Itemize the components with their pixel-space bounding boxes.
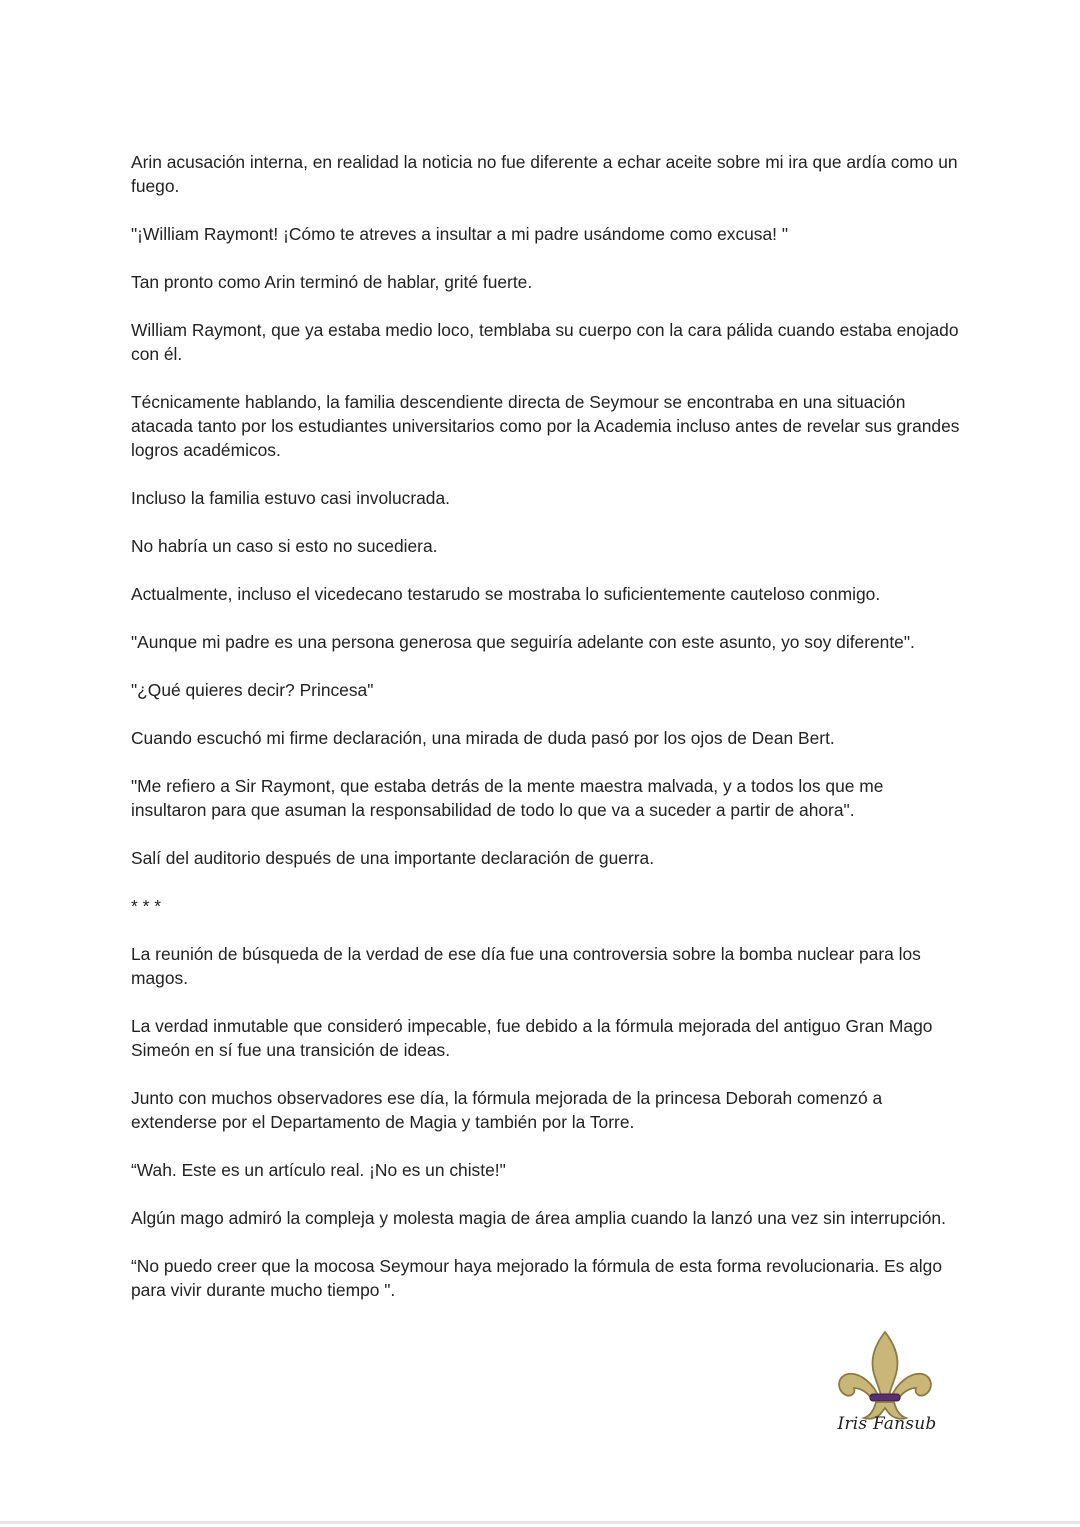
paragraph: "Me refiero a Sir Raymont, que estaba detrás de la mente maestra malvada, y a todos los que me insultaron para que asuman la responsabilidad de todo lo que va a suceder a partir de ahora". xyxy=(131,776,884,820)
document-text xyxy=(131,150,961,1326)
paragraph: La reunión de búsqueda de la verdad de ese día fue una controversia sobre la bomba nuclear para los magos. xyxy=(131,944,921,988)
watermark-caption: Iris Fansub xyxy=(837,1414,937,1434)
paragraph: La verdad inmutable que consideró impecable, fue debido a la fórmula mejorada del antiguo Gran Mago Simeón en sí fue una transición de ideas. xyxy=(131,1016,933,1060)
paragraph: Cuando escuchó mi firme declaración, una mirada de duda pasó por los ojos de Dean Bert. xyxy=(131,728,835,748)
paragraph: Junto con muchos observadores ese día, la fórmula mejorada de la princesa Deborah comenzó a extenderse por el Departamento de Magia y también por la Torre. xyxy=(131,1088,883,1132)
paragraph: "Aunque mi padre es una persona generosa que seguiría adelante con este asunto, yo soy diferente". xyxy=(131,632,915,652)
paragraph: Técnicamente hablando, la familia descendiente directa de Seymour se encontraba en una situación atacada tanto por los estudiantes universitarios como por la Academia incluso antes de revelar sus grandes logros académicos. xyxy=(131,392,960,460)
paragraph: No habría un caso si esto no sucediera. xyxy=(131,536,438,556)
paragraph: "¿Qué quieres decir? Princesa" xyxy=(131,680,374,700)
paragraph: Salí del auditorio después de una importante declaración de guerra. xyxy=(131,848,655,868)
paragraph: Arin acusación interna, en realidad la noticia no fue diferente a echar aceite sobre mi ira que ardía como un fuego. xyxy=(131,152,958,196)
page-bottom-border xyxy=(0,1521,1080,1524)
paragraph: Algún mago admiró la compleja y molesta magia de área amplia cuando la lanzó una vez sin interrupción. xyxy=(131,1208,946,1228)
paragraph: Actualmente, incluso el vicedecano testarudo se mostraba lo suficientemente cauteloso conmigo. xyxy=(131,584,881,604)
scene-break: * * * xyxy=(131,896,161,916)
paragraph: “No puedo creer que la mocosa Seymour haya mejorado la fórmula de esta forma revolucionaria. Es algo para vivir durante mucho tiempo ". xyxy=(131,1256,943,1300)
paragraph: William Raymont, que ya estaba medio loco, temblaba su cuerpo con la cara pálida cuando estaba enojado con él. xyxy=(131,320,959,364)
paragraph: "¡William Raymont! ¡Cómo te atreves a insultar a mi padre usándome como excusa! " xyxy=(131,224,789,244)
paragraph: Tan pronto como Arin terminó de hablar, grité fuerte. xyxy=(131,272,533,292)
paragraph: “Wah. Este es un artículo real. ¡No es un chiste!" xyxy=(131,1160,506,1180)
paragraph: Incluso la familia estuvo casi involucrada. xyxy=(131,488,450,508)
